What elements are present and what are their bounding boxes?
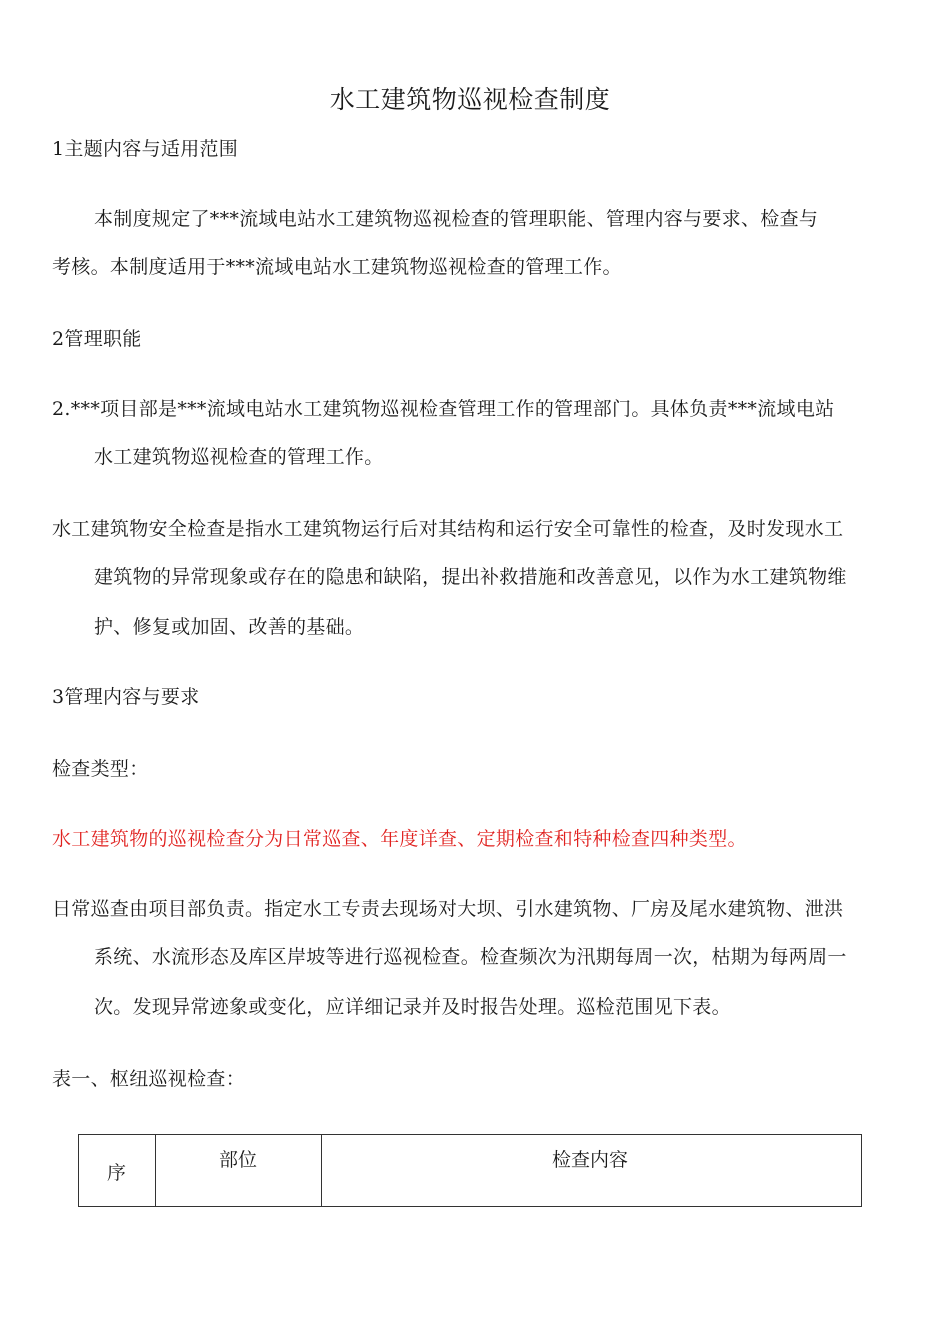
table-header-content: 检查内容 [552, 1149, 629, 1171]
section-2-heading: 2管理职能 [52, 328, 142, 350]
table-column-divider [321, 1135, 322, 1206]
section-2-item-line-2: 水工建筑物巡视检查的管理工作。 [94, 446, 384, 468]
section-2-paragraph-line-1: 水工建筑物安全检查是指水工建筑物运行后对其结构和运行安全可靠性的检查，及时发现水工 [52, 518, 844, 540]
table-column-divider [155, 1135, 156, 1206]
section-3-heading: 3管理内容与要求 [52, 686, 200, 708]
daily-inspection-line-2: 系统、水流形态及库区岸坡等进行巡视检查。检查频次为汛期每周一次，枯期为每两周一 [94, 946, 847, 968]
daily-inspection-line-3: 次。发现异常迹象或变化，应详细记录并及时报告处理。巡检范围见下表。 [94, 996, 731, 1018]
section-1-paragraph-line-2: 考核。本制度适用于***流域电站水工建筑物巡视检查的管理工作。 [52, 256, 622, 278]
inspection-types-highlight: 水工建筑物的巡视检查分为日常巡查、年度详查、定期检查和特种检查四种类型。 [52, 828, 747, 850]
table-caption: 表一、枢纽巡视检查： [52, 1068, 246, 1090]
inspection-table [78, 1134, 862, 1207]
table-header-position: 部位 [219, 1149, 258, 1171]
section-2-paragraph-line-2: 建筑物的异常现象或存在的隐患和缺陷，提出补救措施和改善意见，以作为水工建筑物维 [94, 566, 847, 588]
document-title: 水工建筑物巡视检查制度 [329, 85, 611, 114]
section-2-item-line-1: 2.***项目部是***流域电站水工建筑物巡视检查管理工作的管理部门。具体负责***流域电站 [52, 398, 835, 420]
section-1-paragraph-line-1: 本制度规定了***流域电站水工建筑物巡视检查的管理职能、管理内容与要求、检查与 [94, 208, 819, 230]
daily-inspection-line-1: 日常巡查由项目部负责。指定水工专责去现场对大坝、引水建筑物、厂房及尾水建筑物、泄洪 [52, 898, 844, 920]
table-header-seq: 序 [107, 1162, 127, 1184]
section-2-paragraph-line-3: 护、修复或加固、改善的基础。 [94, 616, 365, 638]
inspection-types-label: 检查类型： [52, 758, 149, 780]
section-1-heading: 1主题内容与适用范围 [52, 138, 239, 160]
